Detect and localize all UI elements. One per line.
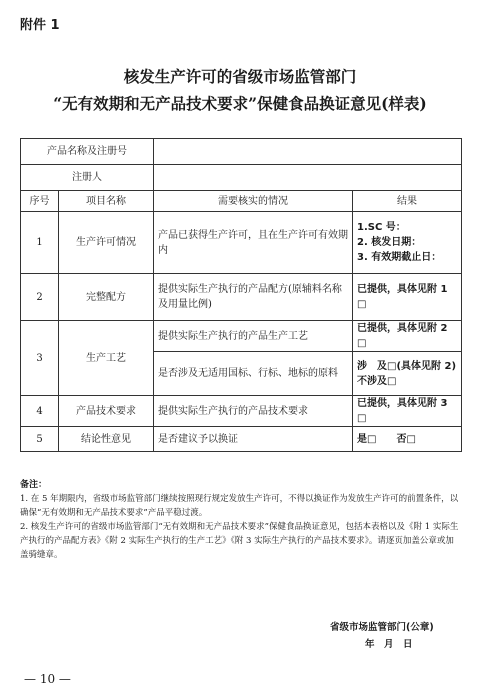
row-result (353, 352, 462, 396)
row-no: 2 (21, 274, 59, 321)
result-line: 涉 及□(具体见附 2) (357, 360, 457, 372)
approval-form-table (20, 138, 462, 452)
title-line-1: 核发生产许可的省级市场监管部门 (123, 67, 357, 86)
product-name-row (21, 139, 462, 165)
header-check: 需要核实的情况 (154, 191, 353, 212)
row-check: 提供实际生产执行的产品配方(原辅料名称及用量比例) (154, 274, 353, 321)
header-result: 结果 (353, 191, 462, 212)
row-item: 产品技术要求 (59, 396, 154, 427)
row-no: 4 (21, 396, 59, 427)
row-result: 已提供，具体见附 3 □ (353, 396, 462, 427)
row-result: 是□ 否□ (353, 427, 462, 452)
row-result: 已提供，具体见附 2 □ (353, 321, 462, 352)
registrant-label: 注册人 (21, 165, 154, 191)
row-check: 产品已获得生产许可，且在生产许可有效期内 (154, 212, 353, 274)
page-number: — 10 — (24, 672, 71, 686)
row-result (353, 212, 462, 274)
title-line-2: “无有效期和无产品技术要求”保健食品换证意见(样表) (53, 94, 427, 113)
table-row (21, 396, 462, 427)
row-no: 5 (21, 427, 59, 452)
attachment-label: 附件 1 (20, 18, 60, 33)
table-row (21, 212, 462, 274)
result-line: 3. 有效期截止日： (357, 252, 442, 263)
registrant-row (21, 165, 462, 191)
table-row (21, 321, 462, 352)
notes-section (20, 478, 460, 562)
signature-date: 年 月 日 (365, 639, 413, 650)
result-line: 不涉及□ (357, 375, 397, 387)
table-row (21, 427, 462, 452)
signature-dept: 省级市场监管部门(公章) (330, 622, 434, 633)
row-no: 1 (21, 212, 59, 274)
row-check: 提供实际生产执行的产品生产工艺 (154, 321, 353, 352)
row-item: 生产工艺 (59, 321, 154, 396)
result-line: 2. 核发日期： (357, 237, 422, 248)
note-item: 2. 核发生产许可的省级市场监管部门“无有效期和无产品技术要求”保健食品换证意见，包括本表格以及《附 1 实际生产执行的产品配方表》《附 2 实际生产执行的生产工艺》《附 3 实际生产执行的产品技术要求》。请逐页加盖公章或加盖骑缝章。 (20, 522, 459, 560)
row-no: 3 (21, 321, 59, 396)
result-line: 1.SC 号： (357, 222, 406, 233)
header-no: 序号 (21, 191, 59, 212)
row-check: 提供实际生产执行的产品技术要求 (154, 396, 353, 427)
row-item: 完整配方 (59, 274, 154, 321)
row-item: 结论性意见 (59, 427, 154, 452)
row-item: 生产许可情况 (59, 212, 154, 274)
product-name-value (154, 139, 462, 165)
product-name-label: 产品名称及注册号 (21, 139, 154, 165)
row-result: 已提供，具体见附 1 □ (353, 274, 462, 321)
row-check: 是否建议予以换证 (154, 427, 353, 452)
header-item: 项目名称 (59, 191, 154, 212)
notes-title: 备注： (20, 480, 48, 490)
row-check: 是否涉及无适用国标、行标、地标的原料 (154, 352, 353, 396)
table-header-row (21, 191, 462, 212)
registrant-value (154, 165, 462, 191)
note-item: 1. 在 5 年期限内，省级市场监管部门继续按照现行规定发放生产许可，不得以换证作为发放生产许可的前置条件，以确保“无有效期和无产品技术要求”产品平稳过渡。 (20, 494, 459, 518)
table-row (21, 274, 462, 321)
